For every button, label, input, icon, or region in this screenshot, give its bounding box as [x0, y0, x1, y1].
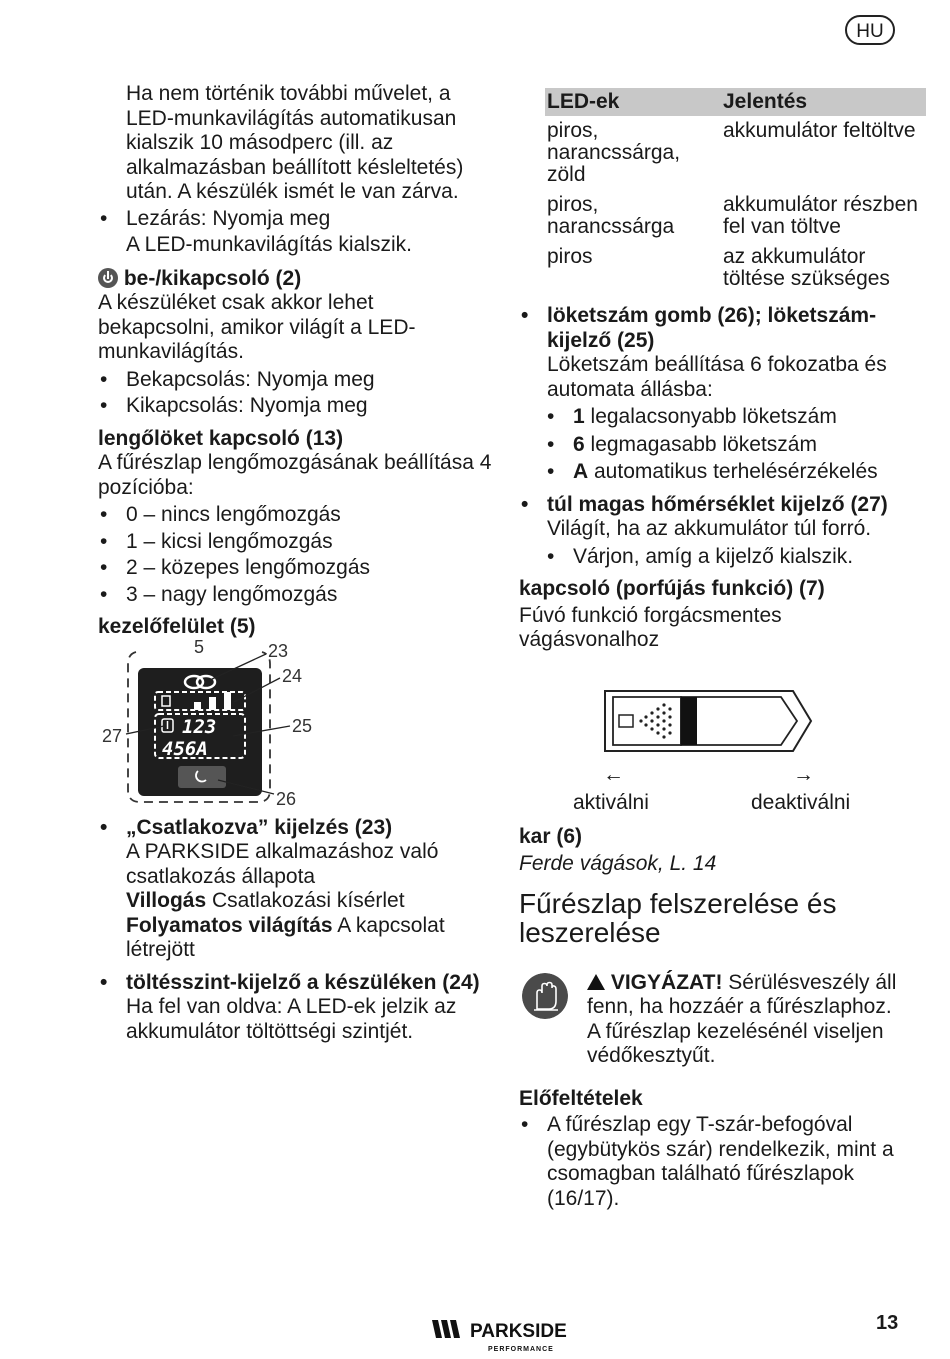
stroke-text: Löketszám beállítása 6 fokozatba és automata állásba: [547, 353, 887, 401]
page-number: 13 [876, 1312, 899, 1334]
led-table [545, 88, 926, 294]
blink-text: Csatlakozási kísérlet [206, 889, 405, 912]
activate-label: aktiválni [573, 790, 649, 814]
power-icon [98, 268, 118, 288]
temp-text: Világít, ha az akkumulátor túl forró. [547, 517, 872, 540]
stroke-item-text: automatikus terhelésérzékelés [588, 460, 878, 483]
figure-label-25: 25 [292, 715, 313, 736]
stroke-display-row1: 123 [182, 715, 217, 738]
stroke-item-text: legalacsonyabb löketszám [584, 405, 837, 428]
warning-label: VIGYÁZAT! [610, 970, 723, 994]
glove-icon [522, 973, 568, 1019]
charge-text: Ha fel van oldva: A LED-ek jelzik az akkumulátor töltöttségi szintjét. [126, 995, 457, 1043]
connected-title: • „Csatlakozva” kijelzés (23) [98, 816, 493, 841]
switch-labels [519, 791, 904, 817]
onoff-bullet-2: • Kikapcsolás: Nyomja meg [98, 394, 493, 419]
lever-title: kar (6) [519, 824, 583, 848]
pendulum-bullet-0: • 0 – nincs lengőmozgás [98, 503, 493, 528]
figure-label-23: 23 [268, 640, 289, 661]
parkside-logo [430, 1318, 590, 1356]
onoff-heading [98, 267, 493, 292]
blink-line [98, 889, 493, 914]
stroke-title: • löketszám gomb (26); löketszám-kijelző (25) [519, 304, 904, 353]
steady-label: Folyamatos világítás [126, 913, 333, 937]
steady-line [98, 914, 493, 963]
table-row [545, 116, 926, 190]
prereq-bullet: • A fűrészlap egy T-szár-befogóval (egybütykös szár) rendelkezik, mint a csomagban található fűrészlapok (16/17). [519, 1113, 904, 1211]
figure-label-24: 24 [282, 665, 303, 686]
onoff-title: be-/kikapcsoló (2) [123, 266, 302, 290]
steady-text: A kapcsolat létrejött [126, 913, 445, 961]
stroke-item-text: legmagasabb löketszám [584, 432, 817, 456]
stroke-display-row2: 456A [162, 737, 208, 760]
table-cell: akkumulátor részben fel van töltve [723, 193, 918, 238]
lock-follow-text: A LED-munkavilágítás kialszik. [126, 233, 412, 256]
stroke-item-key: 1 [573, 405, 585, 428]
pendulum-bullet-1: • 1 – kicsi lengőmozgás [98, 530, 493, 555]
pendulum-text: A fűrészlap lengőmozgásának beállítása 4 pozícióba: [98, 451, 492, 499]
stroke-item-a [545, 460, 904, 485]
warning-text-block [587, 971, 904, 1069]
section-title: Fűrészlap felszerelése és leszerelése [519, 887, 837, 948]
blow-text: Fúvó funkció forgácsmentes vágásvonalhoz [519, 603, 782, 651]
figure-label-27: 27 [102, 725, 123, 746]
table-row [545, 242, 926, 294]
table-cell: piros, narancssárga, zöld [547, 119, 681, 186]
deactivate-label: deaktiválni [751, 790, 851, 814]
blow-title: kapcsoló (porfújás funkció) (7) [519, 577, 825, 600]
stroke-item-key: 6 [573, 432, 585, 456]
warning-block [519, 971, 904, 1069]
arrow-left-icon: ← [603, 762, 624, 786]
language-badge: HU [845, 15, 895, 45]
control-panel-figure [98, 640, 328, 810]
onoff-text: A készüléket csak akkor lehet bekapcsolni, amikor világít a LED-munkavilágítás. [98, 291, 416, 363]
table-row [545, 190, 926, 242]
onoff-bullet-1: • Bekapcsolás: Nyomja meg [98, 368, 493, 393]
table-cell: piros [547, 245, 593, 268]
stroke-item-1 [545, 405, 904, 430]
led-table-header [545, 88, 926, 116]
figure-label-26: 26 [276, 788, 297, 809]
table-cell: az akkumulátor töltése szükséges [723, 245, 890, 290]
lock-bullet: • Lezárás: Nyomja meg [98, 207, 493, 232]
led-table-header-led: LED-ek [545, 88, 721, 116]
stroke-item-6 [545, 433, 904, 458]
stroke-item-key: A [573, 460, 589, 483]
brand-name: PARKSIDE [470, 1321, 567, 1342]
table-cell: piros, narancssárga [547, 193, 675, 238]
led-table-header-meaning: Jelentés [721, 88, 926, 116]
charge-title: • töltésszint-kijelző a készüléken (24) [98, 971, 493, 996]
blower-switch-figure [601, 685, 831, 755]
connected-text: A PARKSIDE alkalmazáshoz való csatlakozás állapota [126, 840, 439, 888]
blink-label: Villogás [126, 889, 207, 912]
ui-title: kezelőfelület (5) [98, 615, 256, 638]
left-column [98, 82, 493, 1044]
lever-text: Ferde vágások, L. 14 [519, 852, 717, 875]
table-cell: akkumulátor feltöltve [723, 119, 916, 142]
switch-arrows [519, 763, 904, 785]
pendulum-bullet-3: • 3 – nagy lengőmozgás [98, 583, 493, 608]
temp-title: • túl magas hőmérséklet kijelző (27) [519, 493, 904, 518]
right-column [519, 88, 918, 1211]
warning-triangle-icon [587, 974, 605, 990]
temp-bullet: • Várjon, amíg a kijelző kialszik. [545, 545, 904, 570]
arrow-right-icon: → [793, 762, 814, 786]
pendulum-bullet-2: • 2 – közepes lengőmozgás [98, 556, 493, 581]
warning-text: Sérülésveszély áll fenn, ha hozzáér a fűrészlaphoz. A fűrészlap kezelésénél viseljen védőkesztyűt. [587, 970, 897, 1067]
prereq-title: Előfeltételek [519, 1086, 643, 1110]
intro-text: Ha nem történik további művelet, a LED-munkavilágítás automatikusan kialszik 10 másodperc (ill. az alkalmazásban beállított késleltetés) után. A készülék ismét le van zárva. [126, 82, 464, 203]
pendulum-title: lengőlöket kapcsoló (13) [98, 426, 344, 450]
brand-sub: PERFORMANCE [488, 1346, 554, 1353]
figure-label-5: 5 [194, 639, 205, 657]
